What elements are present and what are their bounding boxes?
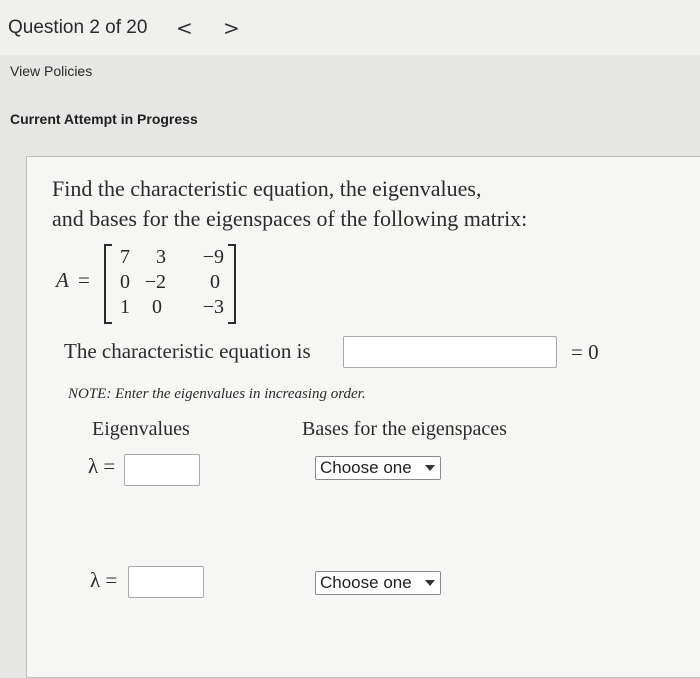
note-text: NOTE: Enter the eigenvalues in increasing order. (68, 386, 366, 402)
matrix-cell: −2 (144, 271, 166, 293)
lambda-label: λ = (90, 568, 118, 592)
basis-select-label: Choose one (320, 573, 412, 592)
characteristic-equation-rhs: = 0 (571, 340, 599, 364)
matrix-right-bracket (228, 244, 236, 324)
chevron-down-icon (425, 465, 435, 471)
lambda-label: λ = (88, 454, 116, 478)
question-prompt (52, 174, 632, 234)
previous-question-icon[interactable]: < (176, 16, 193, 40)
matrix-cell: 0 (120, 271, 130, 293)
question-card (26, 156, 700, 678)
matrix-cell: 3 (156, 246, 166, 268)
basis-select-label: Choose one (320, 458, 412, 477)
matrix-cell: −3 (202, 296, 224, 318)
characteristic-equation-label: The characteristic equation is (64, 339, 311, 363)
attempt-status: Current Attempt in Progress (10, 111, 198, 127)
prompt-line-2: and bases for the eigenspaces of the following matrix: (52, 206, 528, 231)
basis-select[interactable] (315, 571, 441, 595)
matrix (104, 244, 236, 322)
characteristic-equation-input[interactable] (343, 336, 557, 368)
matrix-equals: = (78, 268, 90, 292)
chevron-down-icon (425, 580, 435, 586)
eigenvalue-input[interactable] (124, 454, 200, 486)
matrix-cell: 7 (120, 246, 130, 268)
prompt-line-1: Find the characteristic equation, the eigenvalues, (52, 176, 482, 201)
matrix-cell: 1 (120, 296, 130, 318)
next-question-icon[interactable]: > (223, 16, 240, 40)
view-policies-link[interactable]: View Policies (10, 63, 93, 79)
top-bar (0, 0, 700, 55)
basis-select[interactable] (315, 456, 441, 480)
matrix-cell: 0 (152, 296, 162, 318)
matrix-cell: −9 (202, 246, 224, 268)
question-counter: Question 2 of 20 (8, 17, 148, 38)
bases-heading: Bases for the eigenspaces (302, 418, 507, 440)
matrix-cell: 0 (210, 271, 220, 293)
matrix-name: A (56, 268, 69, 292)
eigenvalue-input[interactable] (128, 566, 204, 598)
eigenvalues-heading: Eigenvalues (92, 418, 190, 440)
